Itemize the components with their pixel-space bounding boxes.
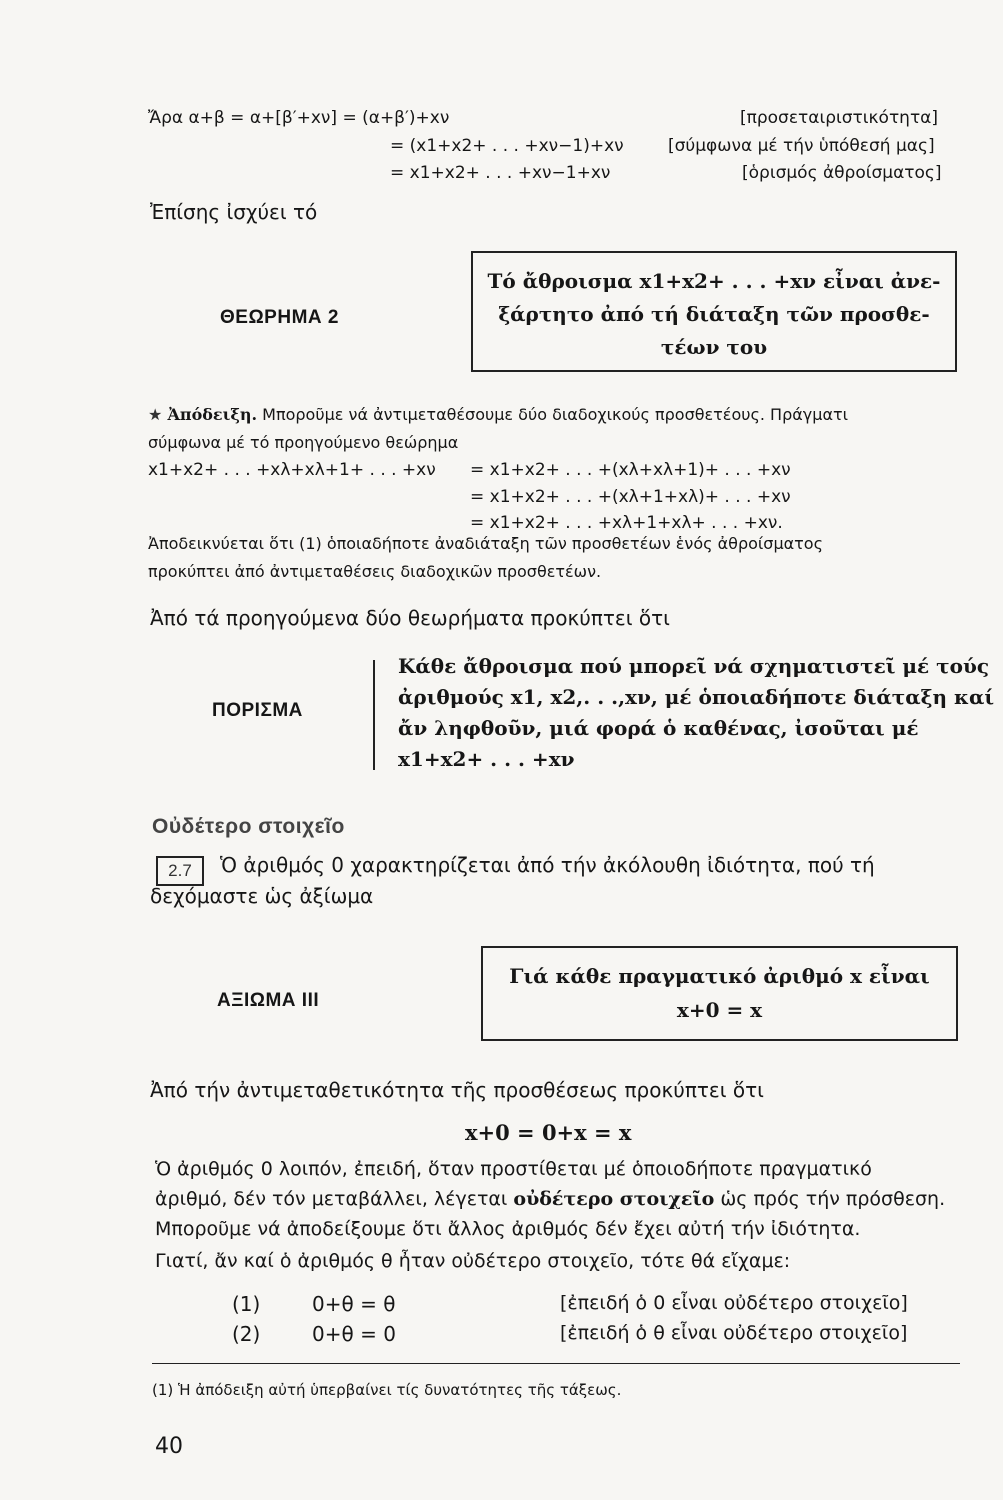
neutral-term: οὐδέτερο στοιχεῖο [513, 1188, 715, 1210]
section-text-2: δεχόμαστε ὡς ἀξίωμα [150, 884, 374, 908]
corollary-text [398, 651, 994, 775]
commute-equation: x+0 = 0+x = x [465, 1120, 632, 1145]
eq-number-1: (1) [232, 1292, 261, 1316]
neutral-para-1: Ὁ ἀριθμός 0 λοιπόν, ἐπειδή, ὅταν προστίθεται μέ ὁποιοδήποτε πραγματικό [155, 1158, 872, 1180]
proof-line-1 [148, 405, 848, 424]
equation-line-1: Ἄρα α+β = α+[β′+xν] = (α+β′)+xν [148, 108, 450, 128]
proof-line-2: σύμφωνα μέ τό προηγούμενο θεώρημα [148, 433, 459, 452]
eq-body-1: 0+θ = θ [312, 1292, 396, 1316]
neutral-para-2 [155, 1188, 945, 1210]
eq-reason-2: [ἐπειδή ὁ θ εἶναι οὐδέτερο στοιχεῖο] [560, 1322, 908, 1344]
theorem-label: ΘΕΩΡΗΜΑ 2 [220, 307, 339, 328]
section-heading: Οὐδέτερο στοιχεῖο [152, 815, 345, 838]
axiom-line-2: x+0 = x [676, 998, 763, 1022]
neutral-para-3: Μποροῦμε νά ἀποδείξουμε ὅτι ἄλλος ἀριθμός δέν ἔχει αὐτή τήν ἰδιότητα. [155, 1218, 861, 1240]
corollary-rule [373, 660, 375, 770]
eq-body-2: 0+θ = 0 [312, 1322, 396, 1346]
neutral-para-2b: ὡς πρός τήν πρόσθεση. [714, 1188, 946, 1210]
equation-reason-1: [προσεταιριστικότητα] [740, 108, 939, 128]
proof-title: Ἀπόδειξη. [167, 405, 258, 424]
proof-eq-1: = x1+x2+ . . . +(xλ+xλ+1)+ . . . +xν [470, 460, 791, 480]
commutativity-text: Ἀπό τήν ἀντιμεταθετικότητα τῆς προσθέσεως προκύπτει ὅτι [150, 1078, 764, 1102]
proof-eq-left: x1+x2+ . . . +xλ+xλ+1+ . . . +xν [148, 460, 436, 480]
axiom-box [481, 946, 958, 1041]
section-number-box [156, 856, 204, 886]
proof-eq-3: = x1+x2+ . . . +xλ+1+xλ+ . . . +xν. [470, 513, 783, 533]
proven-line-2: προκύπτει ἀπό ἀντιμεταθέσεις διαδοχικῶν προσθετέων. [148, 562, 602, 581]
footnote: (1) Ἡ ἀπόδειξη αὐτή ὑπερβαίνει τίς δυνατότητες τῆς τάξεως. [152, 1381, 622, 1399]
corollary-label: ΠΟΡΙΣΜΑ [212, 700, 303, 721]
neutral-para-2a: ἀριθμό, δέν τόν μεταβάλλει, λέγεται [155, 1188, 514, 1210]
proven-line-1: Ἀποδεικνύεται ὅτι (1) ὁποιαδήποτε ἀναδιάταξη τῶν προσθετέων ἑνός ἀθροίσματος [148, 534, 823, 553]
axiom-line-1: Γιά κάθε πραγματικό ἀριθμό x εἶναι [509, 964, 930, 988]
neutral-para-4: Γιατί, ἄν καί ὁ ἀριθμός θ ἦταν οὐδέτερο στοιχεῖο, τότε θά εἴχαμε: [155, 1250, 791, 1272]
equation-line-3: = x1+x2+ . . . +xν−1+xν [390, 163, 611, 183]
equation-reason-3: [ὁρισμός ἀθροίσματος] [742, 163, 942, 183]
corollary-line-4: x1+x2+ . . . +xν [398, 747, 575, 771]
proof-eq-2: = x1+x2+ . . . +(xλ+1+xλ)+ . . . +xν [470, 487, 791, 507]
axiom-label: ΑΞΙΩΜΑ ΙΙΙ [217, 990, 320, 1011]
theorem-line-2: ξάρτητο ἀπό τή διάταξη τῶν προσθε- [498, 302, 930, 326]
proof-intro: Μποροῦμε νά ἀντιμεταθέσουμε δύο διαδοχικούς προσθετέους. Πράγματι [262, 405, 849, 424]
section-number: 2.7 [168, 861, 192, 880]
theorem-line-1: Τό ἄθροισμα x1+x2+ . . . +xν εἶναι ἀνε- [487, 269, 941, 293]
from-theorems-text: Ἀπό τά προηγούμενα δύο θεωρήματα προκύπτει ὅτι [150, 606, 670, 630]
corollary-line-3: ἄν ληφθοῦν, μιά φορά ὁ καθένας, ἰσοῦται μέ [398, 716, 919, 740]
theorem-line-3: τέων του [660, 335, 768, 359]
also-holds-text: Ἐπίσης ἰσχύει τό [150, 200, 318, 224]
equation-reason-2: [σύμφωνα μέ τήν ὑπόθεσή μας] [668, 136, 935, 156]
footnote-rule [152, 1363, 960, 1364]
page-number: 40 [155, 1434, 183, 1459]
corollary-line-2: ἀριθμούς x1, x2,. . .,xν, μέ ὁποιαδήποτε διάταξη καί [398, 685, 995, 709]
eq-reason-1: [ἐπειδή ὁ 0 εἶναι οὐδέτερο στοιχεῖο] [560, 1292, 908, 1314]
star-icon: ★ [148, 405, 163, 424]
equation-line-2: = (x1+x2+ . . . +xν−1)+xν [390, 136, 624, 156]
section-text-1: Ὁ ἀριθμός 0 χαρακτηρίζεται ἀπό τήν ἀκόλουθη ἰδιότητα, πού τή [220, 853, 875, 877]
corollary-line-1: Κάθε ἄθροισμα πού μπορεῖ νά σχηματιστεῖ μέ τούς [398, 654, 990, 678]
eq-number-2: (2) [232, 1322, 261, 1346]
theorem-box [471, 251, 957, 372]
